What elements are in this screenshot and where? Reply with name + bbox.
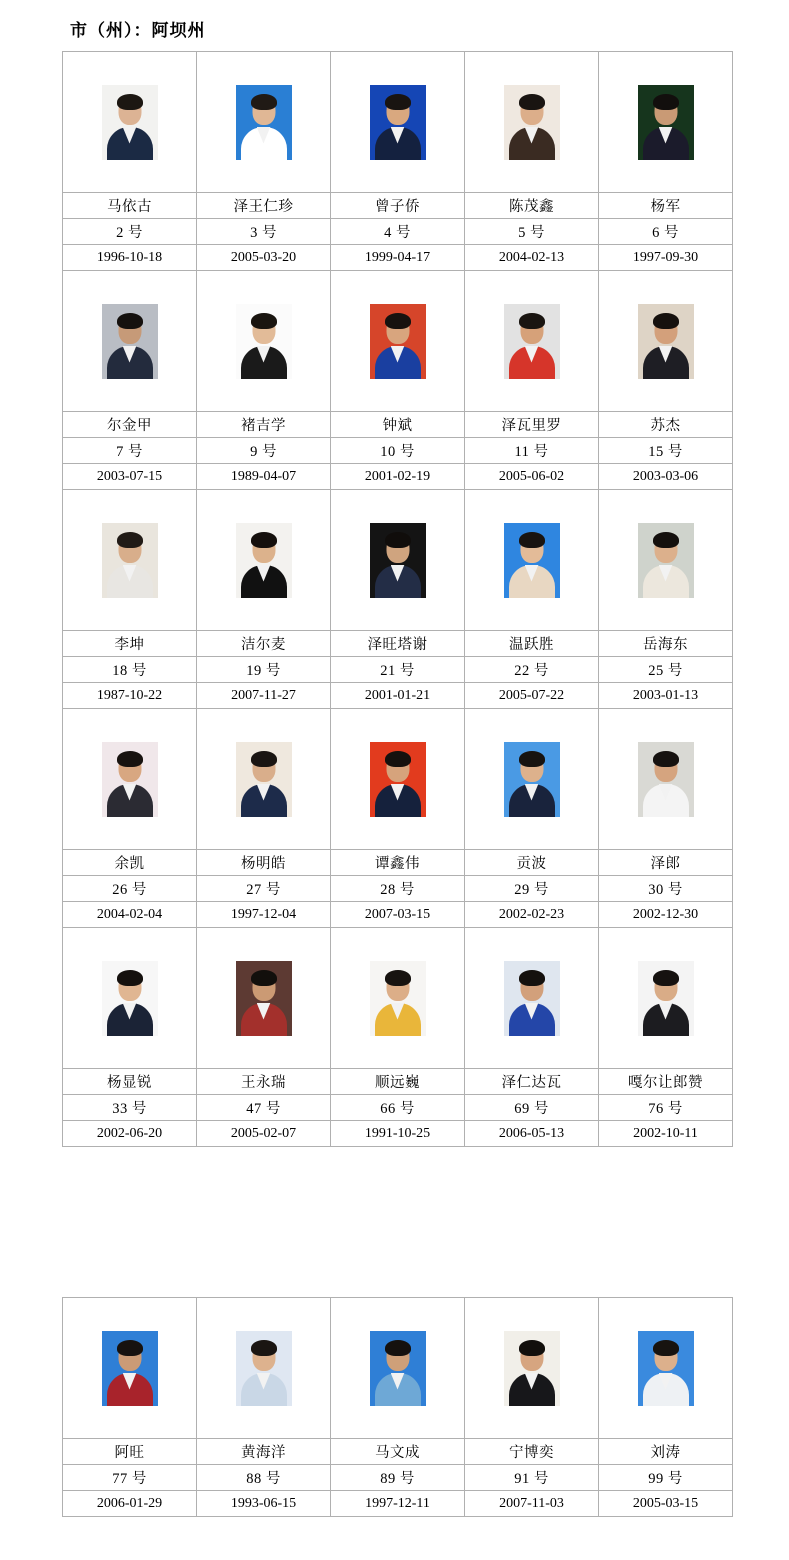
portrait-photo <box>102 1331 158 1406</box>
candidate-number: 4 号 <box>331 219 465 245</box>
candidate-name: 洁尔麦 <box>197 631 331 657</box>
candidate-birthdate: 2007-11-03 <box>465 1491 599 1517</box>
table-row <box>63 193 733 219</box>
candidate-number: 9 号 <box>197 438 331 464</box>
candidate-number: 99 号 <box>599 1465 733 1491</box>
photo-cell <box>331 52 465 193</box>
candidate-birthdate: 2007-11-27 <box>197 683 331 709</box>
portrait-photo <box>504 1331 560 1406</box>
portrait-photo <box>236 304 292 379</box>
candidate-number: 69 号 <box>465 1095 599 1121</box>
candidate-birthdate: 2003-01-13 <box>599 683 733 709</box>
candidate-birthdate: 2003-07-15 <box>63 464 197 490</box>
photo-container <box>465 928 598 1068</box>
candidate-birthdate: 2004-02-04 <box>63 902 197 928</box>
candidate-name: 苏杰 <box>599 412 733 438</box>
candidate-birthdate: 2006-01-29 <box>63 1491 197 1517</box>
photo-container <box>599 1298 732 1438</box>
candidate-number: 3 号 <box>197 219 331 245</box>
photo-cell <box>63 271 197 412</box>
photo-cell <box>63 1298 197 1439</box>
candidate-number: 7 号 <box>63 438 197 464</box>
candidate-birthdate: 2005-03-20 <box>197 245 331 271</box>
portrait-photo <box>102 742 158 817</box>
candidate-name: 余凯 <box>63 850 197 876</box>
candidate-birthdate: 2005-03-15 <box>599 1491 733 1517</box>
table-row <box>63 464 733 490</box>
portrait-hair <box>385 1340 411 1356</box>
photo-container <box>465 709 598 849</box>
candidate-number: 10 号 <box>331 438 465 464</box>
portrait-hair <box>385 94 411 110</box>
candidate-name: 嘎尔让郎赞 <box>599 1069 733 1095</box>
photo-container <box>599 490 732 630</box>
photo-container <box>331 928 464 1068</box>
bottom-space <box>0 1517 789 1531</box>
photo-container <box>63 928 196 1068</box>
portrait-photo <box>236 1331 292 1406</box>
portrait-hair <box>251 313 277 329</box>
candidate-birthdate: 1997-12-04 <box>197 902 331 928</box>
candidate-number: 19 号 <box>197 657 331 683</box>
table-row <box>63 876 733 902</box>
candidate-birthdate: 1997-09-30 <box>599 245 733 271</box>
photo-cell <box>465 928 599 1069</box>
photo-cell <box>63 928 197 1069</box>
table-row <box>63 219 733 245</box>
photo-container <box>63 52 196 192</box>
photo-cell <box>599 709 733 850</box>
candidate-name: 贡波 <box>465 850 599 876</box>
portrait-photo <box>370 85 426 160</box>
portrait-photo <box>638 523 694 598</box>
candidate-number: 89 号 <box>331 1465 465 1491</box>
photo-cell <box>465 490 599 631</box>
portrait-hair <box>251 970 277 986</box>
photo-container <box>63 1298 196 1438</box>
candidate-birthdate: 1991-10-25 <box>331 1121 465 1147</box>
photo-cell <box>331 1298 465 1439</box>
candidate-name: 阿旺 <box>63 1439 197 1465</box>
photo-cell <box>197 271 331 412</box>
candidate-birthdate: 2007-03-15 <box>331 902 465 928</box>
table-row <box>63 1069 733 1095</box>
portrait-photo <box>102 85 158 160</box>
candidate-birthdate: 1989-04-07 <box>197 464 331 490</box>
candidate-birthdate: 1999-04-17 <box>331 245 465 271</box>
candidate-birthdate: 2002-12-30 <box>599 902 733 928</box>
candidate-name: 钟斌 <box>331 412 465 438</box>
photo-container <box>465 1298 598 1438</box>
candidate-name: 杨军 <box>599 193 733 219</box>
portrait-photo <box>370 523 426 598</box>
candidate-number: 21 号 <box>331 657 465 683</box>
photo-cell <box>63 709 197 850</box>
photo-container <box>63 271 196 411</box>
portrait-hair <box>385 532 411 548</box>
portrait-photo <box>102 304 158 379</box>
portrait-hair <box>653 532 679 548</box>
table-row <box>63 490 733 631</box>
candidate-birthdate: 2003-03-06 <box>599 464 733 490</box>
table-row <box>63 1439 733 1465</box>
portrait-hair <box>653 94 679 110</box>
photo-container <box>63 490 196 630</box>
candidate-name: 泽郎 <box>599 850 733 876</box>
candidate-number: 91 号 <box>465 1465 599 1491</box>
portrait-hair <box>385 970 411 986</box>
roster-section-1 <box>0 51 789 1147</box>
candidate-number: 15 号 <box>599 438 733 464</box>
table-row <box>63 52 733 193</box>
portrait-photo <box>370 961 426 1036</box>
candidate-name: 杨显锐 <box>63 1069 197 1095</box>
portrait-hair <box>117 751 143 767</box>
portrait-photo <box>504 742 560 817</box>
table-row <box>63 1465 733 1491</box>
candidate-number: 30 号 <box>599 876 733 902</box>
portrait-photo <box>638 304 694 379</box>
photo-container <box>197 52 330 192</box>
candidate-number: 29 号 <box>465 876 599 902</box>
candidate-birthdate: 2002-10-11 <box>599 1121 733 1147</box>
candidate-number: 26 号 <box>63 876 197 902</box>
candidate-birthdate: 2005-02-07 <box>197 1121 331 1147</box>
table-row <box>63 928 733 1069</box>
candidate-name: 马文成 <box>331 1439 465 1465</box>
portrait-hair <box>519 970 545 986</box>
candidate-name: 褚吉学 <box>197 412 331 438</box>
portrait-photo <box>236 85 292 160</box>
candidate-birthdate: 2006-05-13 <box>465 1121 599 1147</box>
candidate-name: 王永瑞 <box>197 1069 331 1095</box>
candidate-number: 18 号 <box>63 657 197 683</box>
photo-cell <box>63 490 197 631</box>
portrait-photo <box>504 85 560 160</box>
portrait-hair <box>519 532 545 548</box>
photo-cell <box>197 490 331 631</box>
candidate-number: 5 号 <box>465 219 599 245</box>
candidate-birthdate: 1993-06-15 <box>197 1491 331 1517</box>
portrait-photo <box>102 523 158 598</box>
portrait-photo <box>236 742 292 817</box>
candidate-number: 28 号 <box>331 876 465 902</box>
candidate-birthdate: 1996-10-18 <box>63 245 197 271</box>
candidate-number: 25 号 <box>599 657 733 683</box>
candidate-number: 33 号 <box>63 1095 197 1121</box>
photo-container <box>331 709 464 849</box>
portrait-photo <box>370 1331 426 1406</box>
portrait-hair <box>519 751 545 767</box>
photo-cell <box>197 709 331 850</box>
photo-container <box>197 271 330 411</box>
portrait-hair <box>117 532 143 548</box>
photo-container <box>197 709 330 849</box>
photo-cell <box>599 1298 733 1439</box>
candidate-name: 曾子侨 <box>331 193 465 219</box>
page-gap <box>0 1147 789 1297</box>
candidate-name: 尔金甲 <box>63 412 197 438</box>
candidate-name: 马依古 <box>63 193 197 219</box>
portrait-photo <box>236 961 292 1036</box>
candidate-name: 刘涛 <box>599 1439 733 1465</box>
photo-cell <box>63 52 197 193</box>
photo-container <box>331 1298 464 1438</box>
candidate-birthdate: 2002-02-23 <box>465 902 599 928</box>
portrait-photo <box>102 961 158 1036</box>
page-title: 市（州）：阿坝州 <box>70 21 206 40</box>
candidate-number: 66 号 <box>331 1095 465 1121</box>
candidate-name: 谭鑫伟 <box>331 850 465 876</box>
portrait-hair <box>385 313 411 329</box>
portrait-hair <box>385 751 411 767</box>
candidate-name: 岳海东 <box>599 631 733 657</box>
table-row <box>63 438 733 464</box>
photo-cell <box>197 928 331 1069</box>
candidate-birthdate: 2005-07-22 <box>465 683 599 709</box>
candidate-birthdate: 1997-12-11 <box>331 1491 465 1517</box>
portrait-hair <box>251 94 277 110</box>
photo-container <box>197 928 330 1068</box>
portrait-hair <box>251 751 277 767</box>
candidate-number: 77 号 <box>63 1465 197 1491</box>
candidate-birthdate: 2001-01-21 <box>331 683 465 709</box>
table-row <box>63 683 733 709</box>
portrait-hair <box>653 970 679 986</box>
candidate-number: 27 号 <box>197 876 331 902</box>
photo-cell <box>331 928 465 1069</box>
candidate-birthdate: 1987-10-22 <box>63 683 197 709</box>
photo-container <box>331 52 464 192</box>
photo-container <box>465 490 598 630</box>
candidate-name: 温跃胜 <box>465 631 599 657</box>
photo-container <box>599 928 732 1068</box>
portrait-photo <box>370 742 426 817</box>
portrait-photo <box>638 961 694 1036</box>
photo-cell <box>197 1298 331 1439</box>
photo-container <box>63 709 196 849</box>
candidate-name: 黄海洋 <box>197 1439 331 1465</box>
portrait-hair <box>117 1340 143 1356</box>
table-row <box>63 709 733 850</box>
portrait-hair <box>653 1340 679 1356</box>
candidate-number: 6 号 <box>599 219 733 245</box>
photo-container <box>599 271 732 411</box>
table-row <box>63 1121 733 1147</box>
table-row <box>63 1298 733 1439</box>
portrait-hair <box>251 1340 277 1356</box>
table-row <box>63 657 733 683</box>
candidate-name: 李坤 <box>63 631 197 657</box>
portrait-photo <box>638 85 694 160</box>
table-row <box>63 245 733 271</box>
photo-container <box>197 1298 330 1438</box>
portrait-hair <box>117 94 143 110</box>
photo-container <box>599 52 732 192</box>
portrait-hair <box>519 94 545 110</box>
portrait-hair <box>653 313 679 329</box>
table-row <box>63 631 733 657</box>
candidate-number: 47 号 <box>197 1095 331 1121</box>
portrait-photo <box>638 742 694 817</box>
table-row <box>63 271 733 412</box>
portrait-hair <box>519 1340 545 1356</box>
photo-container <box>599 709 732 849</box>
photo-cell <box>599 490 733 631</box>
candidate-birthdate: 2002-06-20 <box>63 1121 197 1147</box>
portrait-photo <box>504 523 560 598</box>
photo-cell <box>465 1298 599 1439</box>
photo-container <box>465 271 598 411</box>
photo-container <box>331 271 464 411</box>
candidate-name: 泽仁达瓦 <box>465 1069 599 1095</box>
candidate-number: 22 号 <box>465 657 599 683</box>
candidate-name: 泽王仁珍 <box>197 193 331 219</box>
photo-cell <box>465 52 599 193</box>
candidate-number: 11 号 <box>465 438 599 464</box>
candidate-name: 陈茂鑫 <box>465 193 599 219</box>
candidate-name: 宁博奕 <box>465 1439 599 1465</box>
roster-section-2 <box>0 1297 789 1517</box>
portrait-photo <box>504 304 560 379</box>
candidate-name: 泽旺塔谢 <box>331 631 465 657</box>
portrait-photo <box>236 523 292 598</box>
photo-cell <box>599 52 733 193</box>
photo-cell <box>331 271 465 412</box>
roster-table-2 <box>62 1297 733 1517</box>
photo-cell <box>465 271 599 412</box>
photo-cell <box>465 709 599 850</box>
table-row <box>63 1491 733 1517</box>
portrait-photo <box>638 1331 694 1406</box>
candidate-name: 泽瓦里罗 <box>465 412 599 438</box>
portrait-hair <box>653 751 679 767</box>
roster-table-1 <box>62 51 733 1147</box>
table-row <box>63 850 733 876</box>
photo-container <box>331 490 464 630</box>
candidate-number: 88 号 <box>197 1465 331 1491</box>
portrait-hair <box>251 532 277 548</box>
candidate-name: 顺远巍 <box>331 1069 465 1095</box>
table-row <box>63 412 733 438</box>
photo-cell <box>599 928 733 1069</box>
photo-cell <box>197 52 331 193</box>
portrait-hair <box>117 970 143 986</box>
portrait-photo <box>504 961 560 1036</box>
photo-container <box>465 52 598 192</box>
candidate-number: 76 号 <box>599 1095 733 1121</box>
candidate-birthdate: 2005-06-02 <box>465 464 599 490</box>
table-row <box>63 902 733 928</box>
photo-cell <box>599 271 733 412</box>
portrait-photo <box>370 304 426 379</box>
photo-cell <box>331 709 465 850</box>
photo-container <box>197 490 330 630</box>
portrait-hair <box>117 313 143 329</box>
table-row <box>63 1095 733 1121</box>
candidate-birthdate: 2004-02-13 <box>465 245 599 271</box>
candidate-name: 杨明皓 <box>197 850 331 876</box>
candidate-birthdate: 2001-02-19 <box>331 464 465 490</box>
candidate-number: 2 号 <box>63 219 197 245</box>
portrait-hair <box>519 313 545 329</box>
photo-cell <box>331 490 465 631</box>
